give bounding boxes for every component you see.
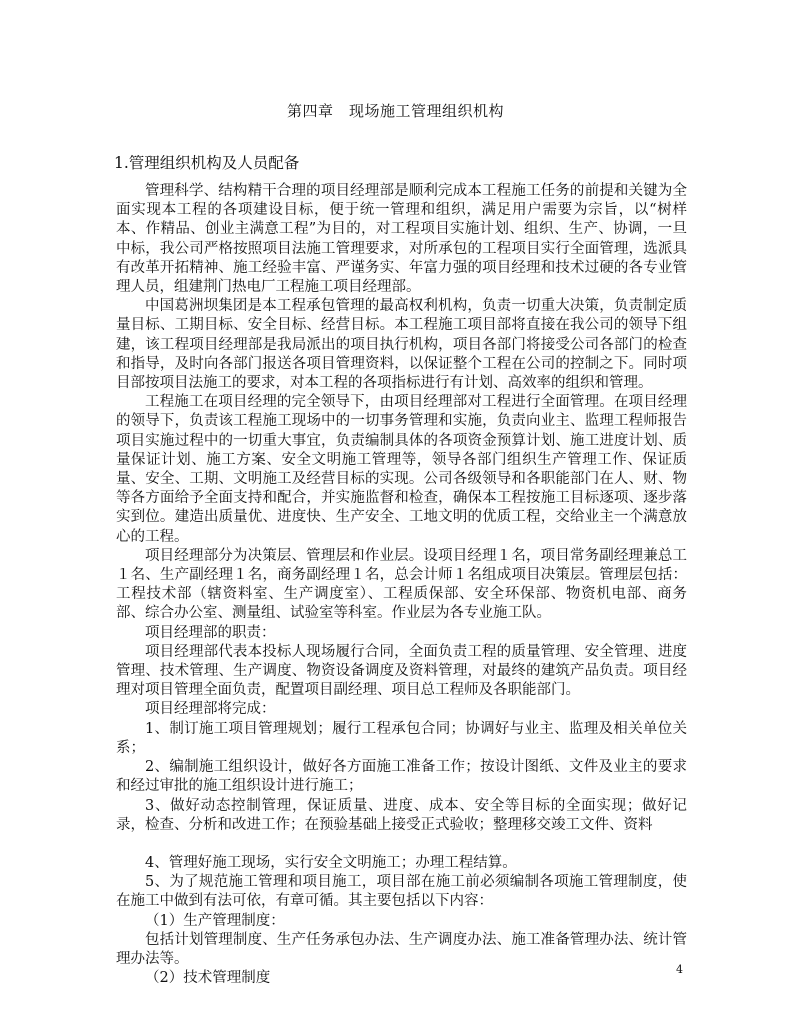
list-item-4: 4、管理好施工现场，实行安全文明施工；办理工程结算。 <box>145 854 517 871</box>
paragraph-gezhouba-group: 中国葛洲坝集团是本工程承包管理的最高权利机构，负责一切重大决策，负责制定质量目标、工期目标、安全目标、经营目标。本工程施工项目部将直接在我公司的领导下组建，该工程项目经理部是我局派出的项目执行机构，项目各部门将接受公司各部门的检查和指导，及时向各部门报送各项目管理资料，以保证整个工程在公司的控制之下。同时项目部按项目法施工的要求，对本工程的各项指标进行有计划、高效率的组织和管理。 <box>116 298 687 392</box>
paragraph-production-rules: 包括计划管理制度、生产任务承包办法、生产调度办法、施工准备管理办法、统计管理办法等。 <box>116 931 687 967</box>
paragraph-duties: 项目经理部代表本投标人现场履行合同，全面负责工程的质量管理、安全管理、进度管理、技术管理、生产调度、物资设备调度及资料管理，对最终的建筑产品负责。项目经理对项目管理全面负责，配置项目副经理、项目总工程师及各职能部门。 <box>116 643 687 699</box>
document-body <box>116 182 687 988</box>
page-number: 4 <box>676 963 683 976</box>
subheading-production-management: （1）生产管理制度： <box>145 912 285 929</box>
paragraph-department-layers: 项目经理部分为决策层、管理层和作业层。设项目经理１名，项目常务副经理兼总工１名、生产副经理１名，商务副经理１名，总会计师１名组成项目决策层。管理层包括：工程技术部（辖资料室、生产调度室）、工程质保部、安全环保部、物资机电部、商务部、综合办公室、测量组、试验室等科室。作业层为各专业施工队。 <box>116 547 687 622</box>
list-item-1: 1、制订施工项目管理规划；履行工程承包合同；协调好与业主、监理及相关单位关系； <box>116 720 687 756</box>
paragraph-tasks-label: 项目经理部将完成： <box>145 701 276 718</box>
list-item-3: 3、做好动态控制管理，保证质量、进度、成本、安全等目标的全面实现；做好记录，检查、分析和改进工作；在预验基础上接受正式验收；整理移交竣工文件、资料 <box>116 797 687 833</box>
chapter-title: 第四章 现场施工管理组织机构 <box>286 102 504 120</box>
section-heading: 1.管理组织机构及人员配备 <box>114 154 300 172</box>
paragraph-duties-label: 项目经理部的职责： <box>145 624 276 641</box>
paragraph-project-manager-leadership: 工程施工在项目经理的完全领导下，由项目经理部对工程进行全面管理。在项目经理的领导下，负责该工程施工现场中的一切事务管理和实施，负责向业主、监理工程师报告项目实施过程中的一切重大事宜，负责编制具体的各项资金预算计划、施工进度计划、质量保证计划、施工方案、安全文明施工管理等，领导各部门组织生产管理工作、保证质量、安全、工期、文明施工及经营目标的实现。公司各级领导和各职能部门在人、财、物等各方面给予全面支持和配合，并实施监督和检查，确保本工程按施工目标逐项、逐步落实到位。建造出质量优、进度快、生产安全、工地文明的优质工程，交给业主一个满意放心的工程。 <box>116 394 687 545</box>
list-item-5: 5、为了规范施工管理和项目施工，项目部在施工前必须编制各项施工管理制度，使在施工中做到有法可依，有章可循。其主要包括以下内容： <box>116 874 687 910</box>
paragraph-intro: 管理科学、结构精干合理的项目经理部是顺利完成本工程施工任务的前提和关键为全面实现本工程的各项建设目标，便于统一管理和组织，满足用户需要为宗旨，以“树样本、作精品、创业主满意工程”为目的，对工程项目实施计划、组织、生产、协调，一旦中标，我公司严格按照项目法施工管理要求，对所承包的工程项目实行全面管理，选派具有改革开拓精神、施工经验丰富、严谨务实、年富力强的项目经理和技术过硬的各专业管理人员，组建荆门热电厂工程施工项目经理部。 <box>116 183 687 296</box>
list-item-2: 2、编制施工组织设计，做好各方面施工准备工作；按设计图纸、文件及业主的要求和经过审批的施工组织设计进行施工； <box>116 759 687 795</box>
subheading-technical-management: （2）技术管理制度 <box>145 970 271 987</box>
